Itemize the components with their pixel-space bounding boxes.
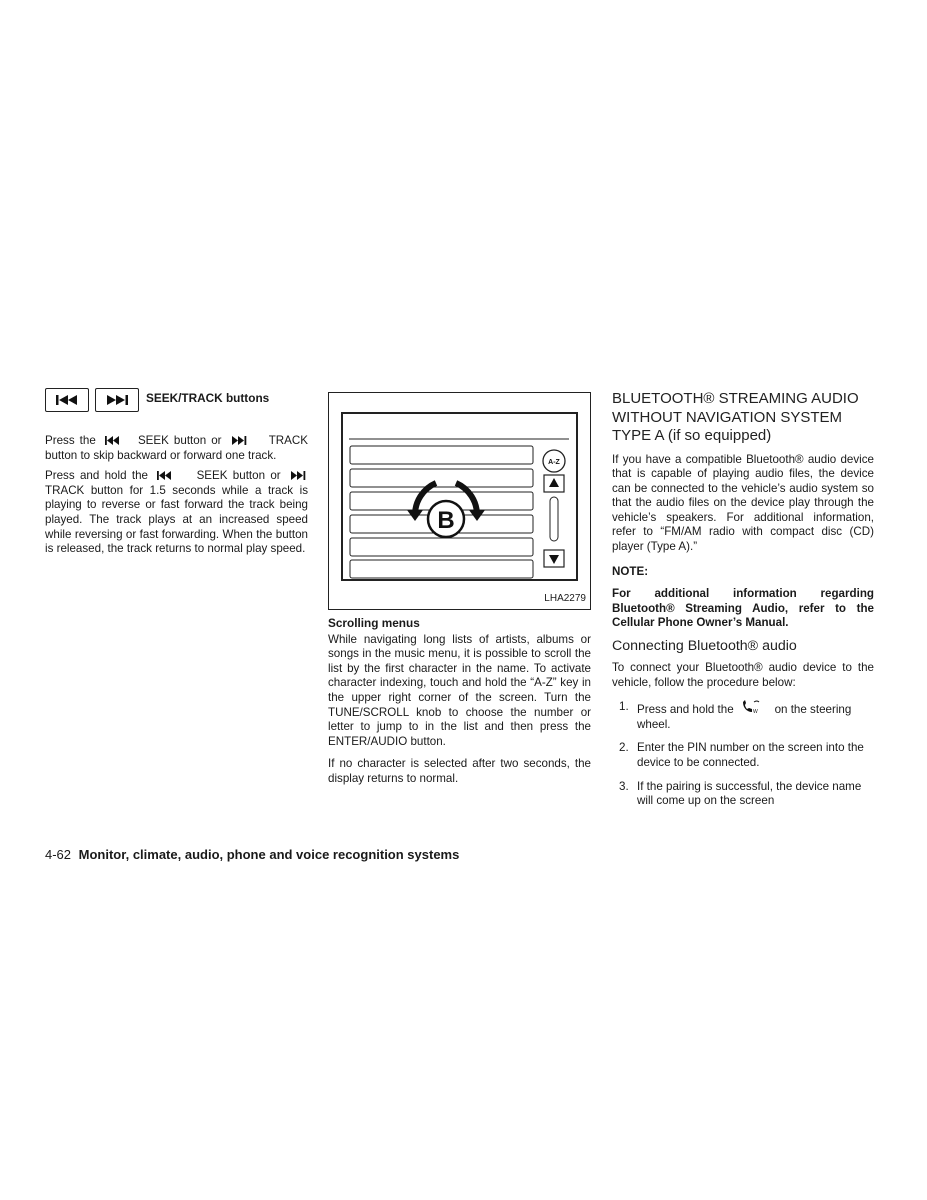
bluetooth-intro-paragraph: If you have a compatible Bluetooth® audio device that is capable of playing audio files, the device can be connected to the vehicle’s audio system so that the audio files on the device play through the vehicle’s speakers. For additional information, refer to “FM/AM radio with compact disc (CD) player (Type A).” — [612, 452, 874, 554]
step-1-text-b: on the steering wheel. — [637, 703, 852, 731]
seek-track-header — [45, 388, 308, 414]
scrolling-menus-heading: Scrolling menus — [328, 616, 420, 630]
seek-track-heading: SEEK/TRACK buttons — [146, 391, 270, 405]
list-item — [612, 741, 874, 770]
page-number: 4-62 — [45, 847, 72, 862]
step-2-text: Enter the PIN number on the screen into the device to be connected. — [637, 741, 864, 769]
seek-back-button-figure — [45, 388, 89, 412]
title-line-3: TYPE A (if so equipped) — [612, 427, 772, 444]
title-line-1: BLUETOOTH® STREAMING AUDIO — [612, 390, 859, 407]
p2-text-b: SEEK button or — [196, 469, 281, 483]
figure-code: LHA2279 — [544, 593, 586, 605]
connect-steps-list — [612, 700, 874, 809]
scrolling-paragraph-1: While navigating long lists of artists, albums or songs in the music menu, it is possible to scroll the list by the first character in the name. To activate character indexing, touch and hold the “A-Z” key in the upper right corner of the screen. Turn the TUNE/SCROLL knob to choose the number or letter to jump to in the list and then press the ENTER/AUDIO button. — [328, 632, 591, 748]
page-footer — [45, 847, 459, 862]
connecting-bluetooth-heading: Connecting Bluetooth® audio — [612, 638, 797, 655]
bluetooth-section-title — [612, 390, 874, 446]
seek-paragraph-1 — [45, 434, 308, 463]
note-text: For additional information regarding Bluetooth® Streaming Audio, refer to the Cellular Phone Owner’s Manual. — [612, 587, 874, 630]
p2-text-c: TRACK button for 1.5 seconds while a track is playing to reverse or fast forward the track being played. The track plays at an increased speed while reversing or fast forwarding. When the button is released, the track returns to normal play speed. — [45, 483, 308, 556]
seek-paragraph-2 — [45, 469, 308, 557]
step-3-text: If the pairing is successful, the device name will come up on the screen — [637, 779, 862, 808]
scrolling-menu-figure — [328, 392, 591, 610]
list-item — [612, 700, 874, 732]
connect-intro-paragraph: To connect your Bluetooth® audio device to the vehicle, follow the procedure below: — [612, 661, 874, 689]
right-column — [612, 390, 874, 818]
skip-forward-icon — [290, 471, 306, 480]
scrolling-paragraph-2: If no character is selected after two seconds, the display returns to normal. — [328, 757, 591, 785]
az-key-label: A-Z — [548, 459, 560, 466]
skip-forward-icon — [104, 394, 130, 406]
skip-back-icon — [105, 436, 121, 445]
note-label: NOTE: — [612, 564, 649, 578]
step-1-text-a: Press and hold the — [637, 703, 734, 717]
knob-b-label: B — [437, 507, 455, 534]
p2-text-a: Press and hold the — [45, 469, 148, 483]
seek-forward-button-figure — [95, 388, 139, 412]
step-number: 3. — [619, 779, 629, 793]
step-number: 2. — [619, 741, 629, 755]
p1-text-a: Press the — [45, 434, 96, 447]
middle-column — [328, 392, 591, 793]
svg-text:W: W — [752, 709, 758, 715]
list-item — [612, 780, 874, 809]
skip-back-icon — [54, 394, 80, 406]
p1-text-c: TRACK button to skip backward or forward one track. — [45, 434, 308, 462]
left-column — [45, 388, 308, 563]
step-number: 1. — [619, 700, 629, 714]
skip-forward-icon — [231, 436, 247, 445]
chapter-title: Monitor, climate, audio, phone and voice recognition systems — [78, 847, 460, 862]
title-line-2: WITHOUT NAVIGATION SYSTEM — [612, 408, 843, 426]
skip-back-icon — [157, 471, 173, 480]
phone-voice-icon — [741, 700, 763, 714]
scrolling-menu-illustration — [329, 393, 592, 611]
p1-text-b: SEEK button or — [137, 434, 222, 447]
